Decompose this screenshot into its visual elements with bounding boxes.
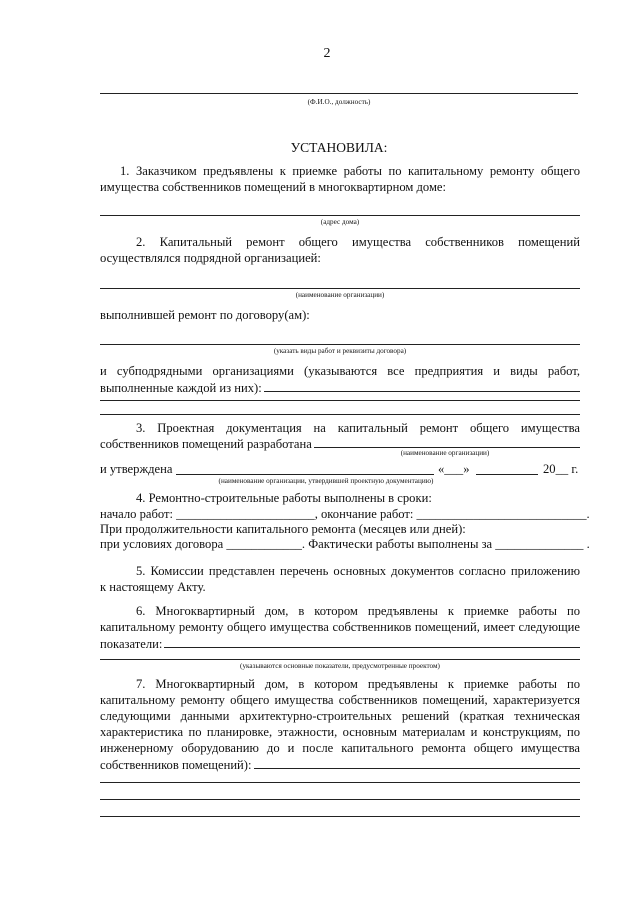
section-3-line-1: 3. Проектная документация на капитальный ремонт общего имущества bbox=[136, 421, 580, 435]
caption-org-2: (наименование организации) bbox=[400, 449, 490, 457]
section-7-line-2: капитальному ремонту общего имущества собственников помещений, характеризуется bbox=[100, 693, 580, 707]
section-5-line-2: к настоящему Акту. bbox=[100, 580, 206, 594]
caption-fio: (Ф.И.О., должность) bbox=[307, 98, 371, 106]
characteristics-fill bbox=[254, 757, 581, 769]
section-7-line-6 bbox=[100, 757, 580, 773]
subcontractors-fill bbox=[264, 380, 580, 392]
section-7-line-4: характеристика по планировке, этажности, основным материалам и конструкциям, по bbox=[100, 725, 580, 739]
page-number: 2 bbox=[323, 46, 331, 61]
characteristics-blank-2 bbox=[100, 799, 580, 800]
characteristics-blank-3 bbox=[100, 816, 580, 817]
caption-org: (наименование организации) bbox=[295, 291, 385, 299]
indicators-fill bbox=[164, 636, 580, 648]
section-1-line-2: имущества собственников помещений в многоквартирном доме: bbox=[100, 180, 447, 194]
section-2-line-2: осуществлялся подрядной организацией: bbox=[100, 251, 321, 265]
section-4-duration: При продолжительности капитального ремонта (месяцев или дней): bbox=[100, 522, 466, 536]
characteristics-blank-1 bbox=[100, 782, 580, 783]
approval-day: «___» bbox=[438, 462, 470, 476]
section-1-line-1: 1. Заказчиком предъявлены к приемке работы по капитальному ремонту общего bbox=[120, 164, 580, 178]
address-line bbox=[100, 215, 580, 216]
subcontractors-line-2 bbox=[100, 380, 580, 396]
contract-line-text: выполнившей ремонт по договору(ам): bbox=[100, 308, 310, 322]
section-6-line-2: капитальному ремонту общего имущества собственников помещений, имеет следующие bbox=[100, 620, 580, 634]
caption-contract: (указать виды работ и реквизиты договора) bbox=[273, 347, 407, 355]
subcontractors-blank-1 bbox=[100, 400, 580, 401]
section-4-line-1: 4. Ремонтно-строительные работы выполнены в сроки: bbox=[136, 491, 432, 505]
section-5-line-1: 5. Комиссии представлен перечень основных документов согласно приложению bbox=[136, 564, 580, 578]
approved-label: и утверждена bbox=[100, 462, 173, 476]
design-org-fill bbox=[314, 436, 580, 448]
section-4-terms: при условиях договора ____________. Фактически работы выполнены за ______________ . bbox=[100, 537, 590, 551]
section-6-line-3 bbox=[100, 636, 580, 652]
subcontractors-line-1: и субподрядными организациями (указываются все предприятия и виды работ, bbox=[100, 364, 580, 378]
section-7-line-1: 7. Многоквартирный дом, в котором предъявлены к приемке работы по bbox=[136, 677, 580, 691]
caption-approver: (наименование организации, утвердившей проектную документацию) bbox=[218, 477, 434, 485]
section-7-line-5: инженерному оборудованию до и после капитального ремонта общего имущества bbox=[100, 741, 580, 755]
indicators-line bbox=[100, 659, 580, 660]
section-6-line-1: 6. Многоквартирный дом, в котором предъявлены к приемке работы по bbox=[136, 604, 580, 618]
caption-address: (адрес дома) bbox=[320, 218, 360, 226]
heading-established: УСТАНОВИЛА: bbox=[290, 140, 388, 155]
approval-month-line bbox=[476, 474, 538, 475]
fio-line bbox=[100, 93, 578, 94]
section-7-line-3: следующими данными архитектурно-строительных решений (краткая техническая bbox=[100, 709, 580, 723]
subcontractors-line-2-text: выполненные каждой из них): bbox=[100, 381, 262, 395]
section-7-line-6-text: собственников помещений): bbox=[100, 758, 252, 772]
section-4-start: начало работ: ______________________, окончание работ: ___________________________. bbox=[100, 507, 590, 521]
approval-year: 20__ г. bbox=[543, 462, 579, 476]
org-line bbox=[100, 288, 580, 289]
contract-line bbox=[100, 344, 580, 345]
section-3-line-2-text: собственников помещений разработана bbox=[100, 437, 312, 451]
approver-line bbox=[176, 474, 434, 475]
caption-indicators: (указываются основные показатели, предусмотренные проектом) bbox=[240, 662, 440, 670]
section-2-line-1: 2. Капитальный ремонт общего имущества собственников помещений bbox=[136, 235, 580, 249]
section-6-line-3-text: показатели: bbox=[100, 637, 163, 651]
subcontractors-blank-2 bbox=[100, 414, 580, 415]
